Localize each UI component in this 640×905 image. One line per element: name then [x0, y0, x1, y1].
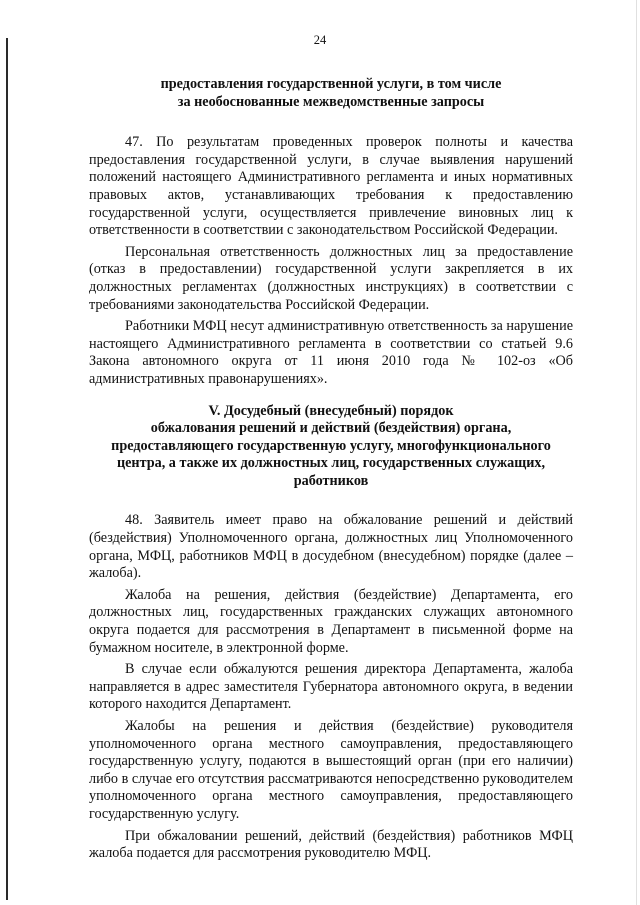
paragraph-complaint-department: Жалоба на решения, действия (бездействие) Департамента, его должностных лиц, государственных гражданских служащих автономного округа подается для рассмотрения в Департамент в письменной форме на бумажном носителе, в электронной форме.: [89, 586, 573, 656]
section-v-heading: [89, 403, 573, 491]
section-v-line: работников: [293, 472, 369, 489]
scan-edge-line: [6, 38, 8, 900]
paragraph-48: 48. Заявитель имеет право на обжалование решений и действий (бездействия) Уполномоченного органа, должностных лиц Уполномоченного органа, МФЦ, работников МФЦ в досудебном (внесудебном) порядке (далее – жалоба).: [89, 512, 573, 582]
heading-top-line: предоставления государственной услуги, в том числе: [160, 76, 502, 92]
section-v-line: обжалования решений и действий (бездействия) органа,: [150, 420, 512, 437]
document-body: [89, 76, 573, 867]
heading-top: [89, 76, 573, 111]
section-v-line: предоставляющего государственную услугу, многофункционального: [111, 437, 551, 454]
section-v-line: V. Досудебный (внесудебный) порядок: [208, 402, 454, 419]
scan-right-edge: [636, 0, 637, 905]
paragraph-complaint-mfc: При обжаловании решений, действий (бездействия) работников МФЦ жалоба подается для рассмотрения руководителю МФЦ.: [89, 827, 573, 862]
paragraph-complaint-director: В случае если обжалуются решения директора Департамента, жалоба направляется в адрес заместителя Губернатора автономного округа, в ведении которого находится Департамент.: [89, 661, 573, 713]
paragraph-complaint-local-authority: Жалобы на решения и действия (бездействие) руководителя уполномоченного органа местного самоуправления, предоставляющего государственную услугу, подаются в вышестоящий орган (при его наличии) либо в случае его отсутствия рассматриваются непосредственно руководителем уполномоченного органа местного самоуправления, предоставляющего государственную услугу.: [89, 718, 573, 822]
page-number: 24: [313, 33, 327, 47]
section-v-line: центра, а также их должностных лиц, государственных служащих,: [116, 455, 546, 472]
paragraph-47: 47. По результатам проведенных проверок полноты и качества предоставления государственной услуги, в случае выявления нарушений положений настоящего Административного регламента и иных нормативных правовых актов, устанавливающих требования к предоставлению государственной услуги, осуществляется привлечение виновных лиц к ответственности в соответствии с законодательством Российской Федерации.: [89, 134, 573, 239]
heading-top-line: за необоснованные межведомственные запросы: [177, 93, 485, 110]
paragraph-personal-responsibility: Персональная ответственность должностных лиц за предоставление (отказ в предоставлении) государственной услуги закрепляется в их должностных регламентах (должностных инструкциях) в соответствии с требованиями законодательства Российской Федерации.: [89, 243, 573, 313]
paragraph-mfc-workers: Работники МФЦ несут административную ответственность за нарушение настоящего Административного регламента в соответствии со статьей 9.6 Закона автономного округа от 11 июня 2010 года № 102-оз «Об административных правонарушениях».: [89, 318, 573, 387]
